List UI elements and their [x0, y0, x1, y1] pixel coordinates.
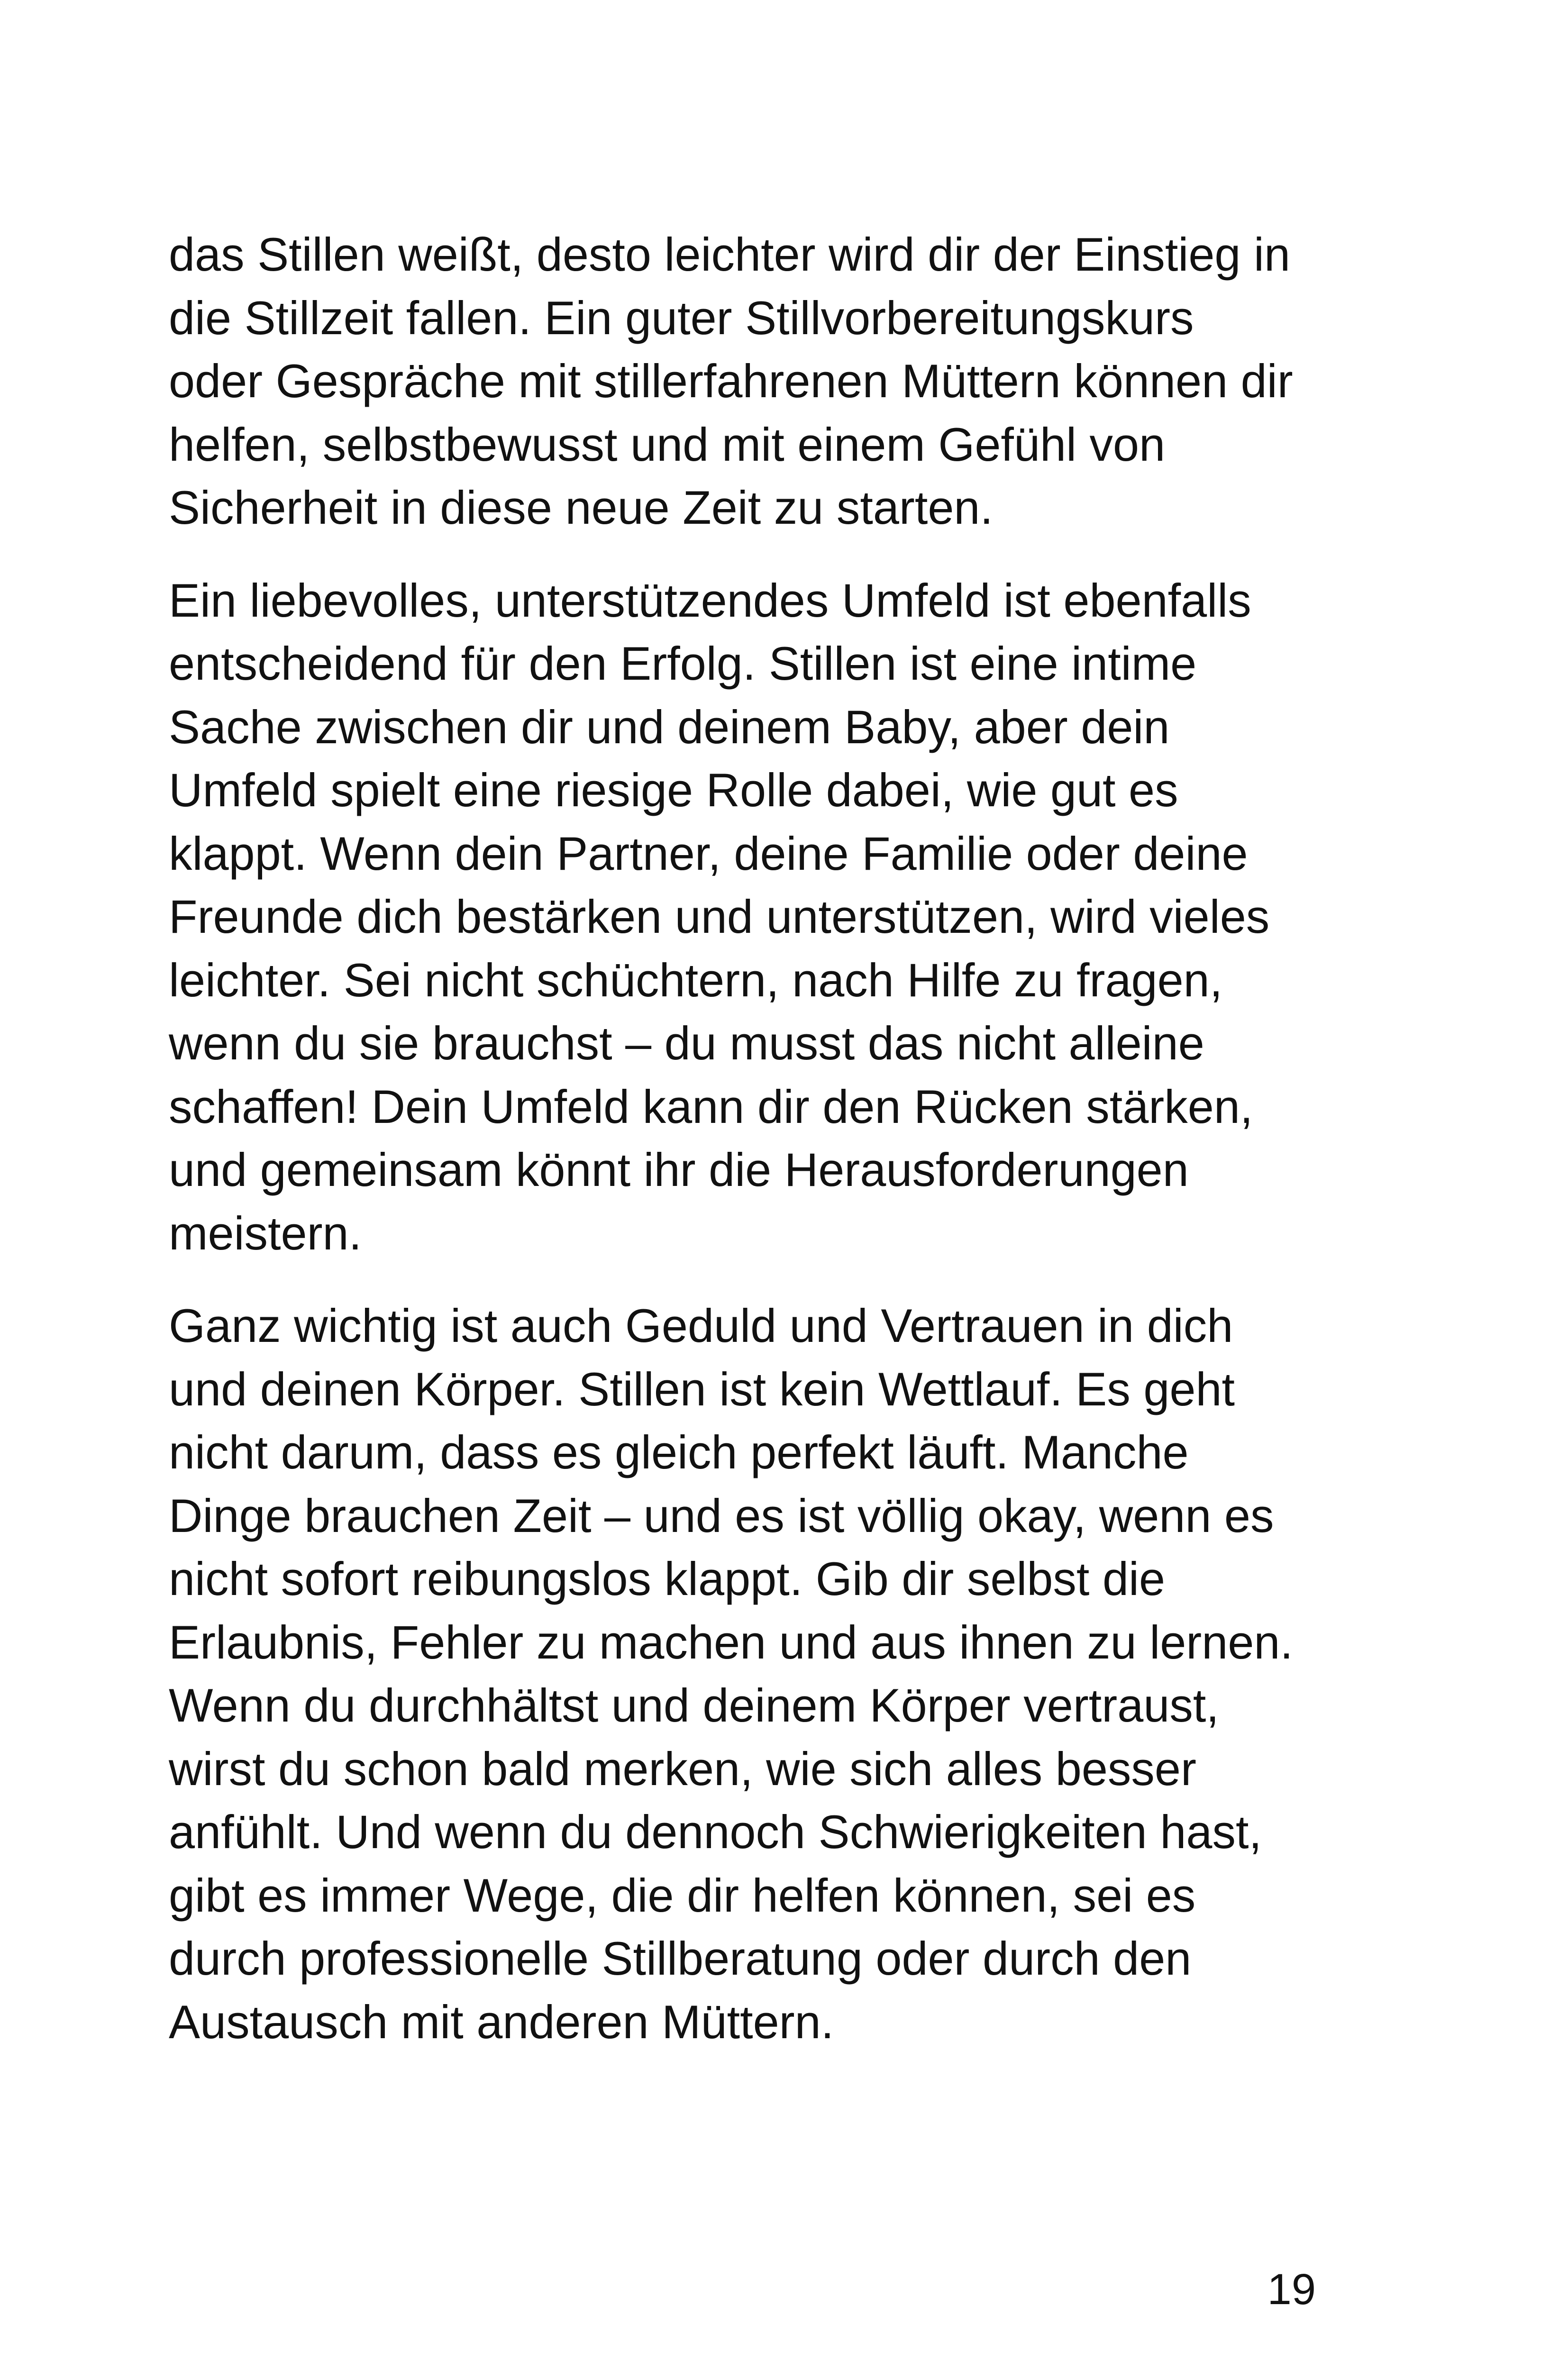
- text-line: nicht sofort reibungslos klappt. Gib dir selbst die: [169, 1552, 1166, 1605]
- text-line: klappt. Wenn dein Partner, deine Familie oder deine: [169, 827, 1248, 880]
- text-line: Sache zwischen dir und deinem Baby, aber dein: [169, 700, 1170, 753]
- paragraph-3: [169, 1294, 1316, 2053]
- text-line: leichter. Sei nicht schüchtern, nach Hilfe zu fragen,: [169, 953, 1223, 1006]
- text-line: Austausch mit anderen Müttern.: [169, 1995, 834, 2048]
- text-line: Erlaubnis, Fehler zu machen und aus ihnen zu lernen.: [169, 1615, 1293, 1668]
- text-line: gibt es immer Wege, die dir helfen können, sei es: [169, 1869, 1196, 1922]
- text-line: anfühlt. Und wenn du dennoch Schwierigkeiten hast,: [169, 1805, 1262, 1858]
- paragraph-2: [169, 569, 1316, 1265]
- text-line: schaffen! Dein Umfeld kann dir den Rücken stärken,: [169, 1080, 1253, 1133]
- text-line: Umfeld spielt eine riesige Rolle dabei, wie gut es: [169, 764, 1178, 816]
- text-line: und gemeinsam könnt ihr die Herausforderungen: [169, 1143, 1189, 1196]
- text-line: Wenn du durchhältst und deinem Körper vertraust,: [169, 1679, 1219, 1732]
- text-line: Ein liebevolles, unterstützendes Umfeld ist ebenfalls: [169, 574, 1251, 627]
- text-line: nicht darum, dass es gleich perfekt läuft. Manche: [169, 1426, 1189, 1478]
- text-line: Ganz wichtig ist auch Geduld und Vertrauen in dich: [169, 1299, 1233, 1352]
- text-line: helfen, selbstbewusst und mit einem Gefühl von: [169, 418, 1166, 471]
- paragraph-1: [169, 223, 1316, 539]
- page-number: 19: [1267, 2265, 1316, 2314]
- body-text: [169, 223, 1316, 2053]
- text-line: die Stillzeit fallen. Ein guter Stillvorbereitungskurs: [169, 291, 1194, 344]
- text-line: entscheidend für den Erfolg. Stillen ist eine intime: [169, 637, 1197, 690]
- text-line: Sicherheit in diese neue Zeit zu starten.: [169, 481, 993, 534]
- text-line: Freunde dich bestärken und unterstützen, wird vieles: [169, 890, 1270, 943]
- text-line: wenn du sie brauchst – du musst das nicht alleine: [169, 1017, 1204, 1069]
- text-line: wirst du schon bald merken, wie sich alles besser: [169, 1742, 1196, 1795]
- text-line: das Stillen weißt, desto leichter wird dir der Einstieg in: [169, 228, 1291, 281]
- text-line: meistern.: [169, 1206, 362, 1259]
- text-line: und deinen Körper. Stillen ist kein Wettlauf. Es geht: [169, 1362, 1235, 1415]
- text-line: oder Gespräche mit stillerfahrenen Müttern können dir: [169, 355, 1293, 407]
- text-line: Dinge brauchen Zeit – und es ist völlig okay, wenn es: [169, 1489, 1274, 1542]
- text-line: durch professionelle Stillberatung oder durch den: [169, 1932, 1192, 1985]
